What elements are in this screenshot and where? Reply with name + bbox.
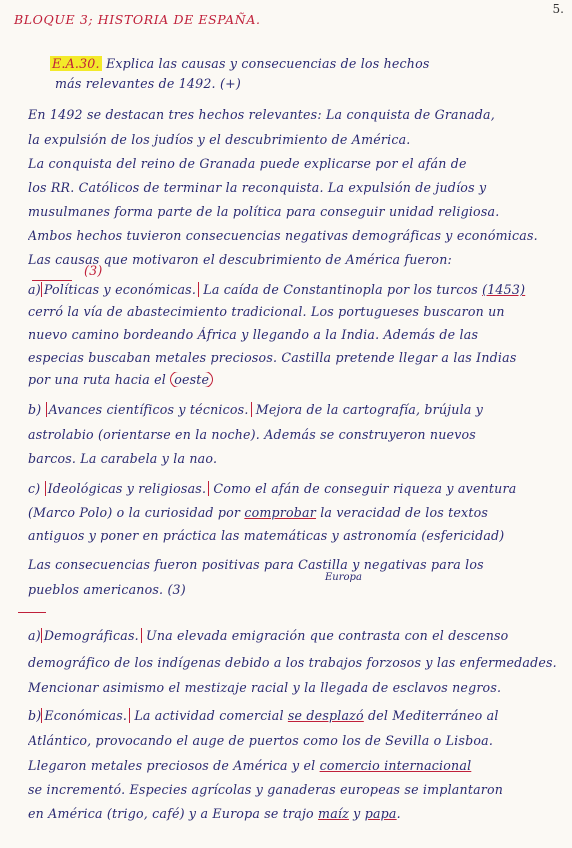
intro-line: la expulsión de los judíos y el descubrimiento de América. [28,132,411,147]
cause-b-line: astrolabio (orientarse en la noche). Además se construyeron nuevos [28,427,476,442]
red-rule [32,280,72,281]
page-number: 5. [552,2,564,16]
ea-tag: E.A.30. [52,56,100,71]
causas-underlined: Las causas [28,252,100,267]
cons-b-line: Llegaron metales preciosos de América y el comercio internacional [28,758,472,773]
cause-a-line: cerró la vía de abastecimiento tradicional. Los portugueses buscaron un [28,304,505,319]
intro-line: En 1492 se destacan tres hechos relevantes: La conquista de Granada, [28,107,495,122]
cause-c-line: antiguos y poner en práctica las matemáticas y astronomía (esfericidad) [28,528,505,543]
europa-note: Europa [325,572,362,583]
causas-line: Las causas que motivaron el descubrimiento de América fueron: [28,252,452,267]
cause-a-line: nuevo camino bordeando África y llegando a la India. Además de las [28,327,479,342]
oeste-circled: oeste [170,372,213,387]
cause-a-line: por una ruta hacia el oeste [28,372,560,387]
cause-a-line: especias buscaban metales preciosos. Castilla pretende llegar a las Indias [28,350,517,365]
cause-b-label: Avances científicos y técnicos. [46,402,252,417]
consequences-line: pueblos americanos. (3) [28,582,186,597]
cons-a-line-1: a) Demográficas. Una elevada emigración que contrasta con el descenso [28,628,509,643]
cons-b-line-1: b) Económicas. La actividad comercial se desplazó del Mediterráneo al [28,708,499,723]
cons-a-line: demográfico de los indígenas debido a los trabajos forzosos y las enfermedades. [28,655,557,670]
ea-line-1: E.A.30. Explica las causas y consecuencias de los hechos [52,56,430,71]
cause-a-label: Políticas y económicas. [41,282,199,297]
ea-line-2: más relevantes de 1492. (+) [55,76,241,91]
cons-b-line: se incrementó. Especies agrícolas y ganaderas europeas se implantaron [28,782,504,797]
consequences-line: Las consecuencias fueron positivas para Castilla y negativas para los [28,557,484,572]
cause-c-line: (Marco Polo) o la curiosidad por comprobar la veracidad de los textos [28,505,489,520]
cons-b-line: Atlántico, provocando el auge de puertos como los de Sevilla o Lisboa. [28,733,494,748]
intro-line: Ambos hechos tuvieron consecuencias negativas demográficas y económicas. [28,228,538,243]
causas-count: (3) [84,263,103,278]
cons-a-label: Demográficas. [41,628,142,643]
cons-a-line: Mencionar asimismo el mestizaje racial y la llegada de esclavos negros. [28,680,502,695]
intro-line: los RR. Católicos de terminar la reconquista. La expulsión de judíos y [28,180,487,195]
intro-line: La conquista del reino de Granada puede explicarse por el afán de [28,156,467,171]
red-rule [18,612,46,613]
cons-b-label: Económicas. [41,708,130,723]
cause-c-label: Ideológicas y religiosas. [45,481,210,496]
cause-c-line-1: c) Ideológicas y religiosas. Como el afán de conseguir riqueza y aventura [28,481,517,496]
intro-line: musulmanes forma parte de la política para conseguir unidad religiosa. [28,204,500,219]
cause-a-line-1: a) Políticas y económicas. La caída de Constantinopla por los turcos (1453) [28,282,526,297]
cause-b-line: barcos. La carabela y la nao. [28,451,218,466]
cons-b-line: en América (trigo, café) y a Europa se trajo maíz y papa. [28,806,401,821]
cause-b-line-1: b) Avances científicos y técnicos. Mejora de la cartografía, brújula y [28,402,484,417]
page-header: BLOQUE 3; HISTORIA DE ESPAÑA. [14,12,261,27]
